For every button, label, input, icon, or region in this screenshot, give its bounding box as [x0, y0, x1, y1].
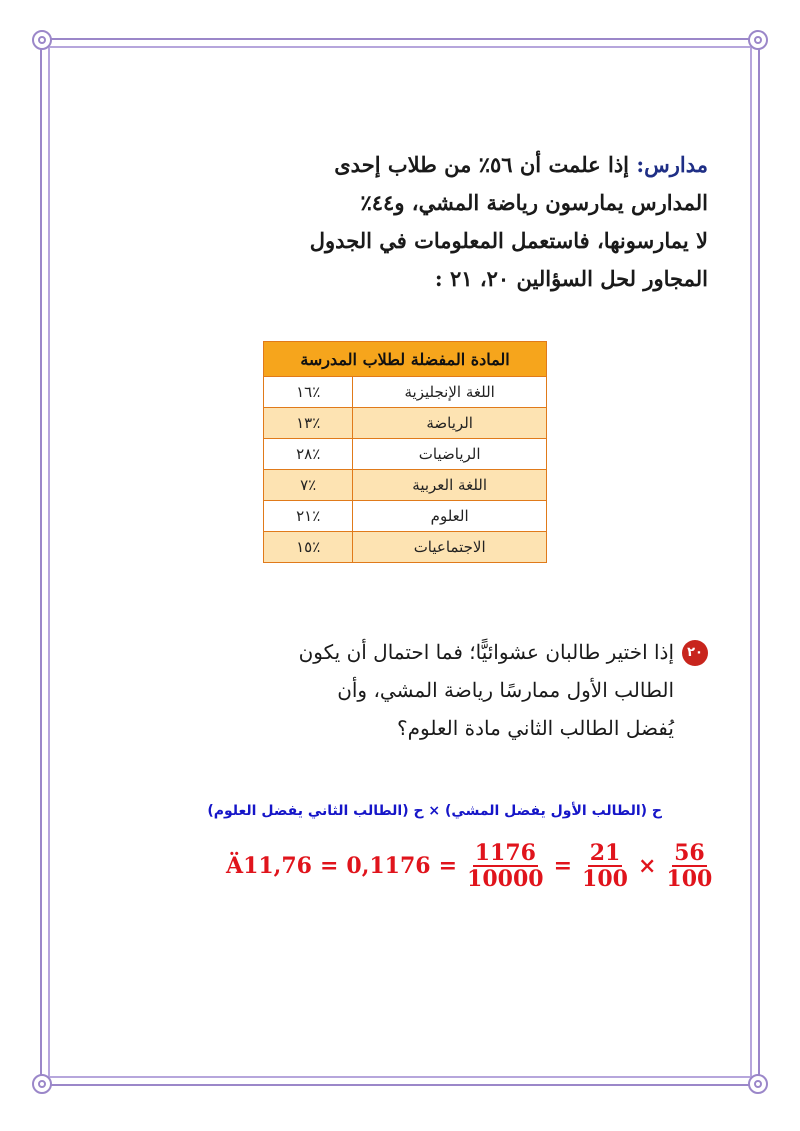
fraction-denominator: 10000 [467, 866, 544, 892]
intro-line-3: لا يمارسونها، فاستعمل المعلومات في الجدول [309, 228, 708, 253]
question-line-2: الطالب الأول ممارسًا رياضة المشي، وأن [337, 678, 674, 702]
table-cell-percent: ٪٢١ [264, 501, 353, 532]
intro-line-2: المدارس يمارسون رياضة المشي، و٤٤٪ [360, 190, 708, 215]
fraction-science [580, 841, 630, 891]
table-cell-subject: الرياضيات [353, 439, 547, 470]
intro-text: إذا علمت أن ٥٦٪ من طلاب إحدى [334, 152, 630, 177]
intro-line-1 [288, 146, 708, 184]
table-cell-subject: العلوم [353, 501, 547, 532]
table-row [264, 377, 547, 408]
result-decimal: 0,1176 [346, 853, 431, 879]
table-cell-subject: اللغة العربية [353, 470, 547, 501]
question-line-3: يُفضل الطالب الثاني مادة العلوم؟ [397, 716, 674, 740]
favorite-subject-table [263, 341, 547, 563]
equals-sign: = [553, 853, 573, 879]
intro-separator: : [636, 152, 645, 177]
question-line-1: إذا اختير طالبان عشوائيًّا؛ فما احتمال أن يكون [298, 640, 674, 664]
table-cell-percent: ٪٢٨ [264, 439, 353, 470]
fraction-numerator: 1176 [474, 840, 536, 866]
table-cell-percent: ٪١٥ [264, 532, 353, 563]
table-cell-percent: ٪٧ [264, 470, 353, 501]
table-row [264, 408, 547, 439]
table-row [264, 532, 547, 563]
equals-sign: = [438, 853, 458, 879]
fraction-walking [664, 841, 714, 891]
fraction-numerator: 21 [589, 840, 621, 866]
calculation [226, 838, 713, 894]
table-cell-subject: الاجتماعيات [353, 532, 547, 563]
table-row [264, 470, 547, 501]
fraction-denominator: 100 [666, 866, 713, 892]
table-row [264, 501, 547, 532]
corner-ornament-icon [748, 30, 768, 50]
question-20 [288, 633, 708, 747]
fraction-result [465, 841, 546, 891]
corner-ornament-icon [32, 30, 52, 50]
result-percent: Ä11,76 [226, 853, 312, 879]
corner-ornament-icon [748, 1074, 768, 1094]
fraction-denominator: 100 [582, 866, 628, 892]
table-row [264, 439, 547, 470]
equals-sign: = [319, 853, 339, 879]
probability-expression: ح (الطالب الأول يفضل المشي) × ح (الطالب الثاني يفضل العلوم) [207, 803, 662, 819]
table-cell-percent: ٪١٣ [264, 408, 353, 439]
intro-keyword: مدارس [644, 152, 708, 177]
table-cell-subject: اللغة الإنجليزية [353, 377, 547, 408]
intro-paragraph [288, 146, 708, 298]
table-cell-percent: ٪١٦ [264, 377, 353, 408]
question-number-badge: ٢٠ [682, 640, 708, 666]
table-cell-subject: الرياضة [353, 408, 547, 439]
table-title: المادة المفضلة لطلاب المدرسة [264, 342, 547, 377]
intro-line-4: المجاور لحل السؤالين ٢٠، ٢١ : [434, 266, 708, 291]
corner-ornament-icon [32, 1074, 52, 1094]
times-sign: × [637, 853, 657, 879]
fraction-numerator: 56 [674, 840, 705, 866]
